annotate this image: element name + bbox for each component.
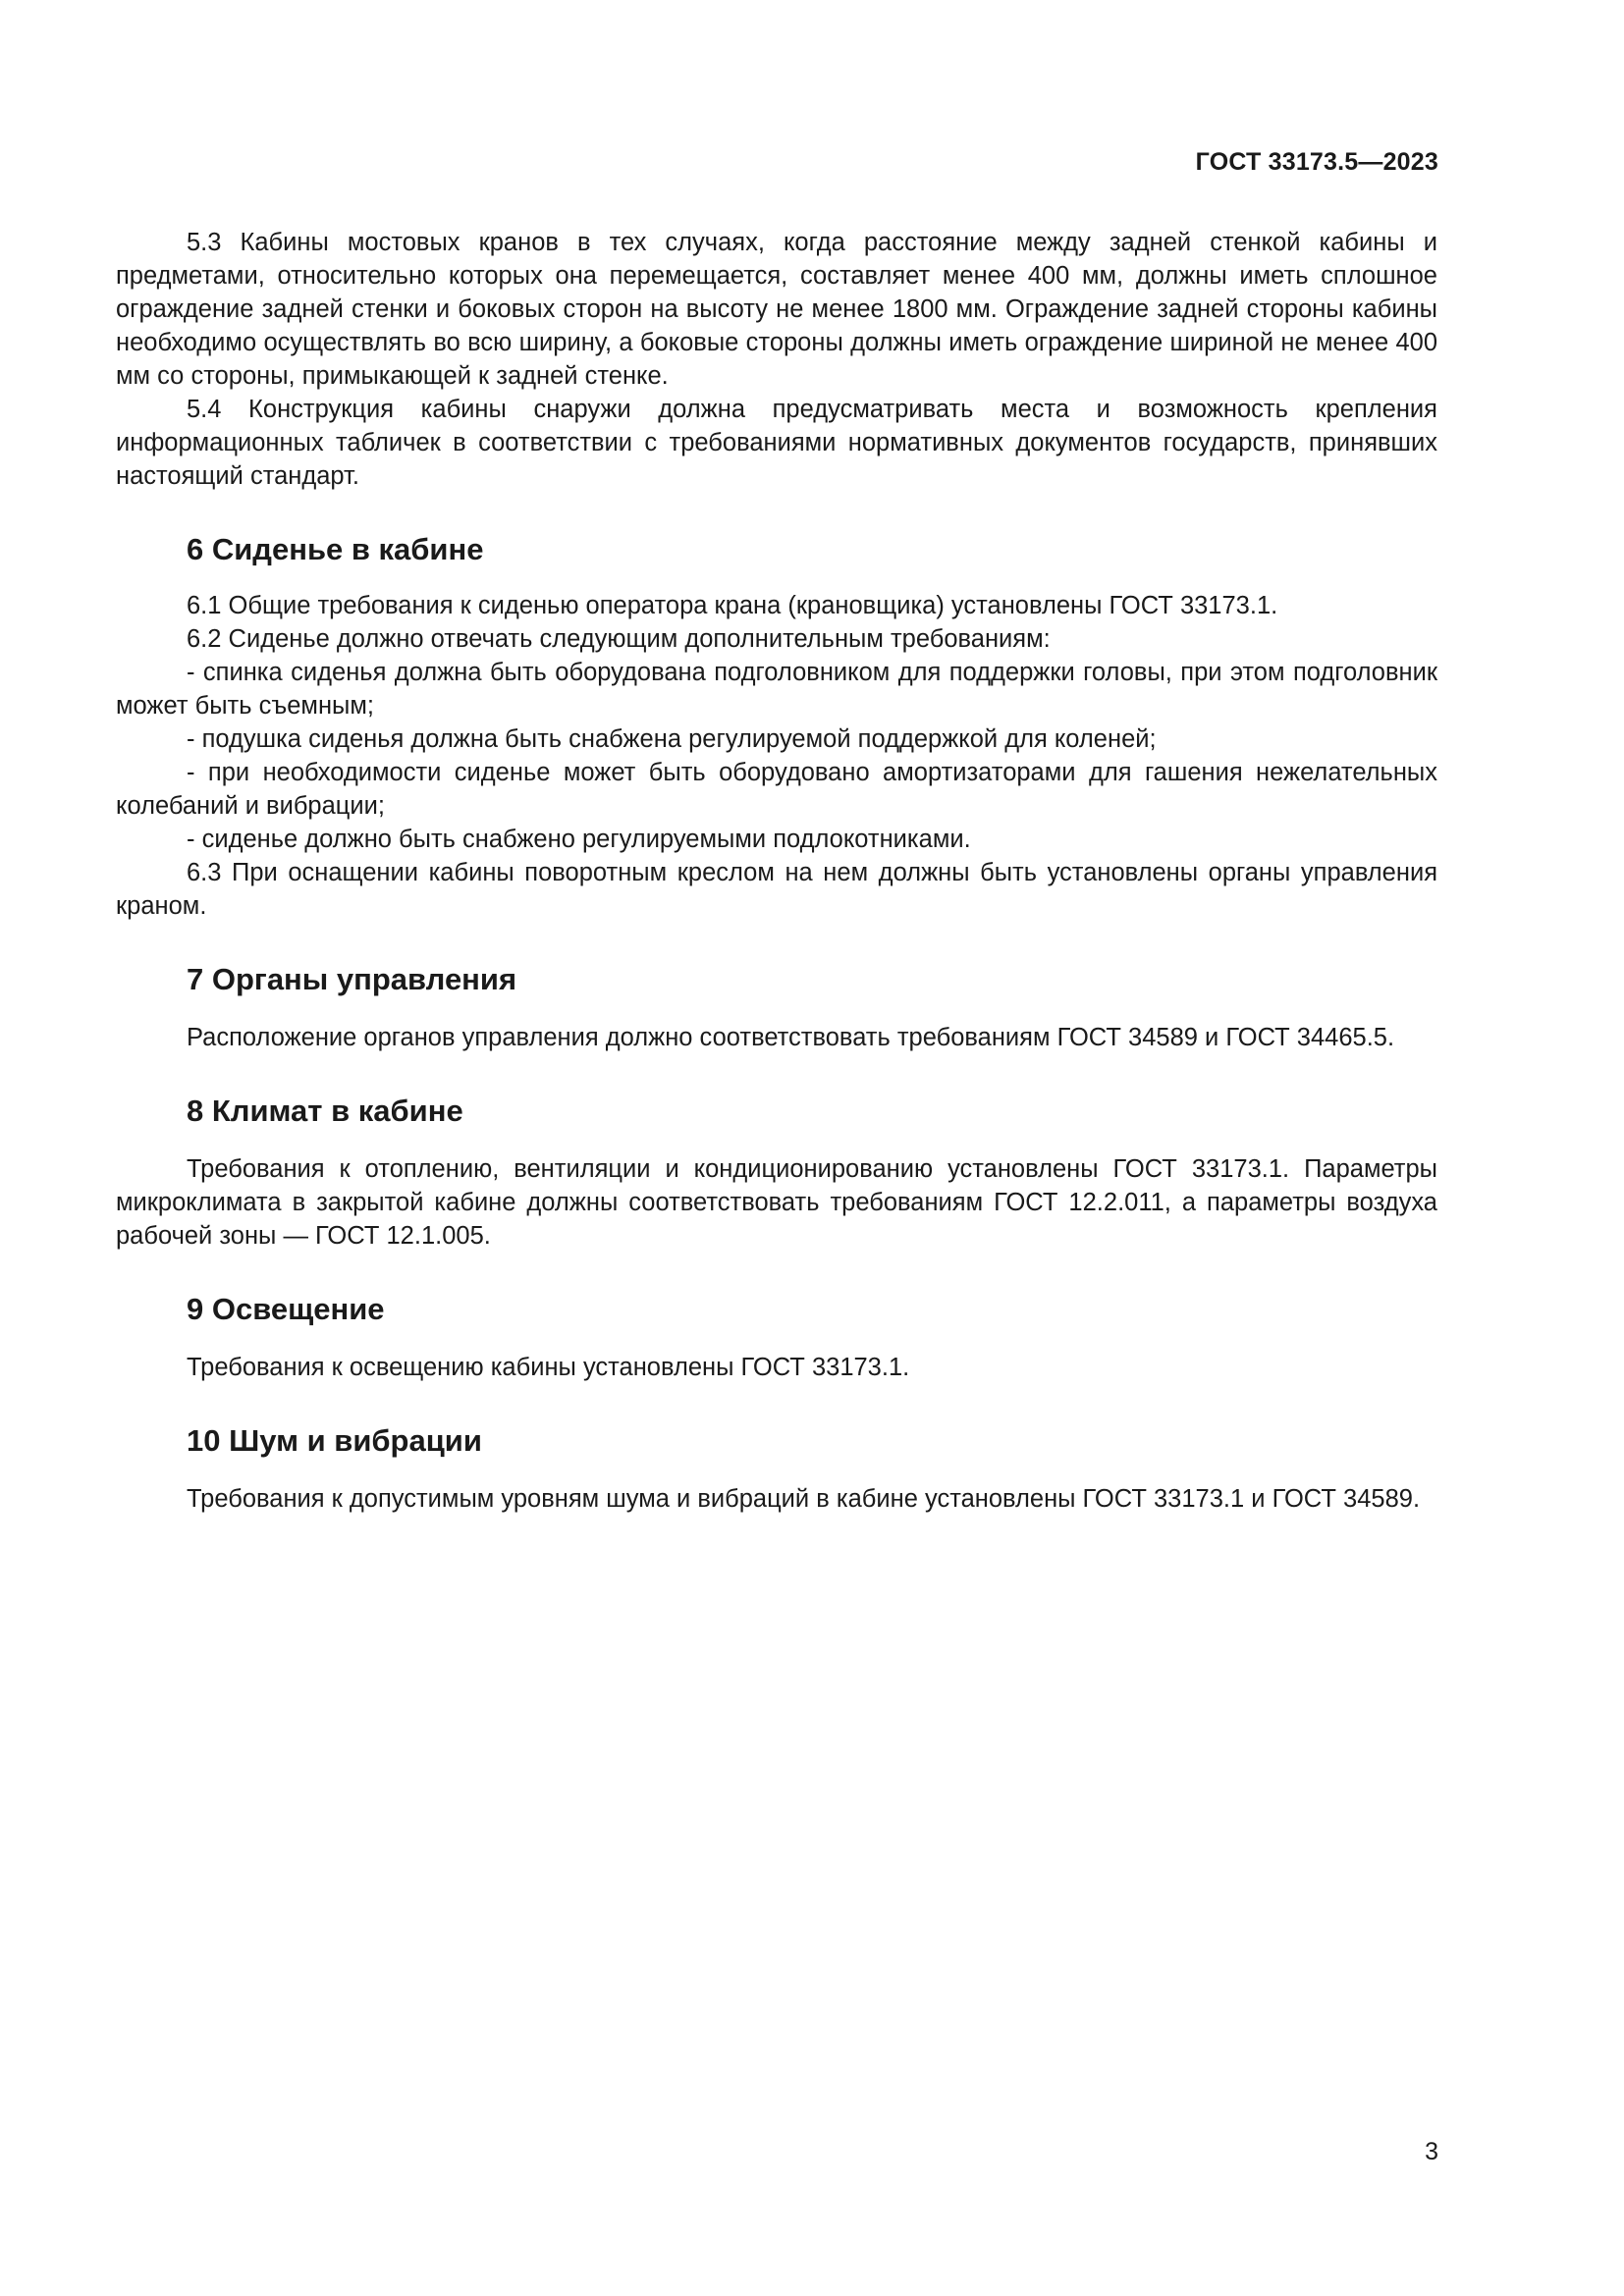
paragraph-5-4: 5.4 Конструкция кабины снаружи должна предусматривать места и возможность крепления информационных табличек в соответствии с требованиями нормативных документов государств, принявших настоящий стандарт. <box>116 396 1437 490</box>
section-7-text: Расположение органов управления должно соответствовать требованиям ГОСТ 34589 и ГОСТ 34465.5. <box>187 1024 1395 1051</box>
section-10-text: Требования к допустимым уровням шума и вибраций в кабине установлены ГОСТ 33173.1 и ГОСТ 34589. <box>187 1485 1421 1513</box>
list-item: - сиденье должно быть снабжено регулируемыми подлокотниками. <box>187 826 971 853</box>
section-8-heading: 8 Климат в кабине <box>187 1094 463 1128</box>
section-8-text: Требования к отоплению, вентиляции и кондиционированию установлены ГОСТ 33173.1. Параметры микроклимата в закрытой кабине должны соответствовать требованиям ГОСТ 12.2.011, а параметры воздуха рабочей зоны — ГОСТ 12.1.005. <box>116 1155 1437 1250</box>
section-9-text: Требования к освещению кабины установлены ГОСТ 33173.1. <box>187 1354 910 1381</box>
list-item: - спинка сиденья должна быть оборудована подголовником для поддержки головы, при этом подголовник может быть съемным; <box>116 659 1437 720</box>
page-number: 3 <box>1425 2138 1438 2165</box>
list-item: - подушка сиденья должна быть снабжена регулируемой поддержкой для коленей; <box>187 725 1157 753</box>
list-item: - при необходимости сиденье может быть оборудовано амортизаторами для гашения нежелательных колебаний и вибрации; <box>116 759 1437 820</box>
paragraph-6-2: 6.2 Сиденье должно отвечать следующим дополнительным требованиям: <box>187 625 1051 653</box>
paragraph-5-3: 5.3 Кабины мостовых кранов в тех случаях, когда расстояние между задней стенкой кабины и предметами, относительно которых она перемещается, составляет менее 400 мм, должны иметь сплошное ограждение задней стенки и боковых сторон на высоту не менее 1800 мм. Ограждение задней стороны кабины необходимо осуществлять во всю ширину, а боковые стороны должны иметь ограждение шириной не менее 400 мм со стороны, примыкающей к задней стенке. <box>116 229 1437 390</box>
section-7-heading: 7 Органы управления <box>187 962 517 996</box>
document-body <box>116 226 1437 1516</box>
section-10-heading: 10 Шум и вибрации <box>187 1423 482 1458</box>
section-6-heading: 6 Сиденье в кабине <box>187 532 484 566</box>
section-9-heading: 9 Освещение <box>187 1292 385 1326</box>
paragraph-6-1: 6.1 Общие требования к сиденью оператора крана (крановщика) установлены ГОСТ 33173.1. <box>187 592 1278 619</box>
paragraph-6-3: 6.3 При оснащении кабины поворотным креслом на нем должны быть установлены органы управления краном. <box>116 859 1437 920</box>
document-header-id: ГОСТ 33173.5—2023 <box>1195 148 1438 176</box>
